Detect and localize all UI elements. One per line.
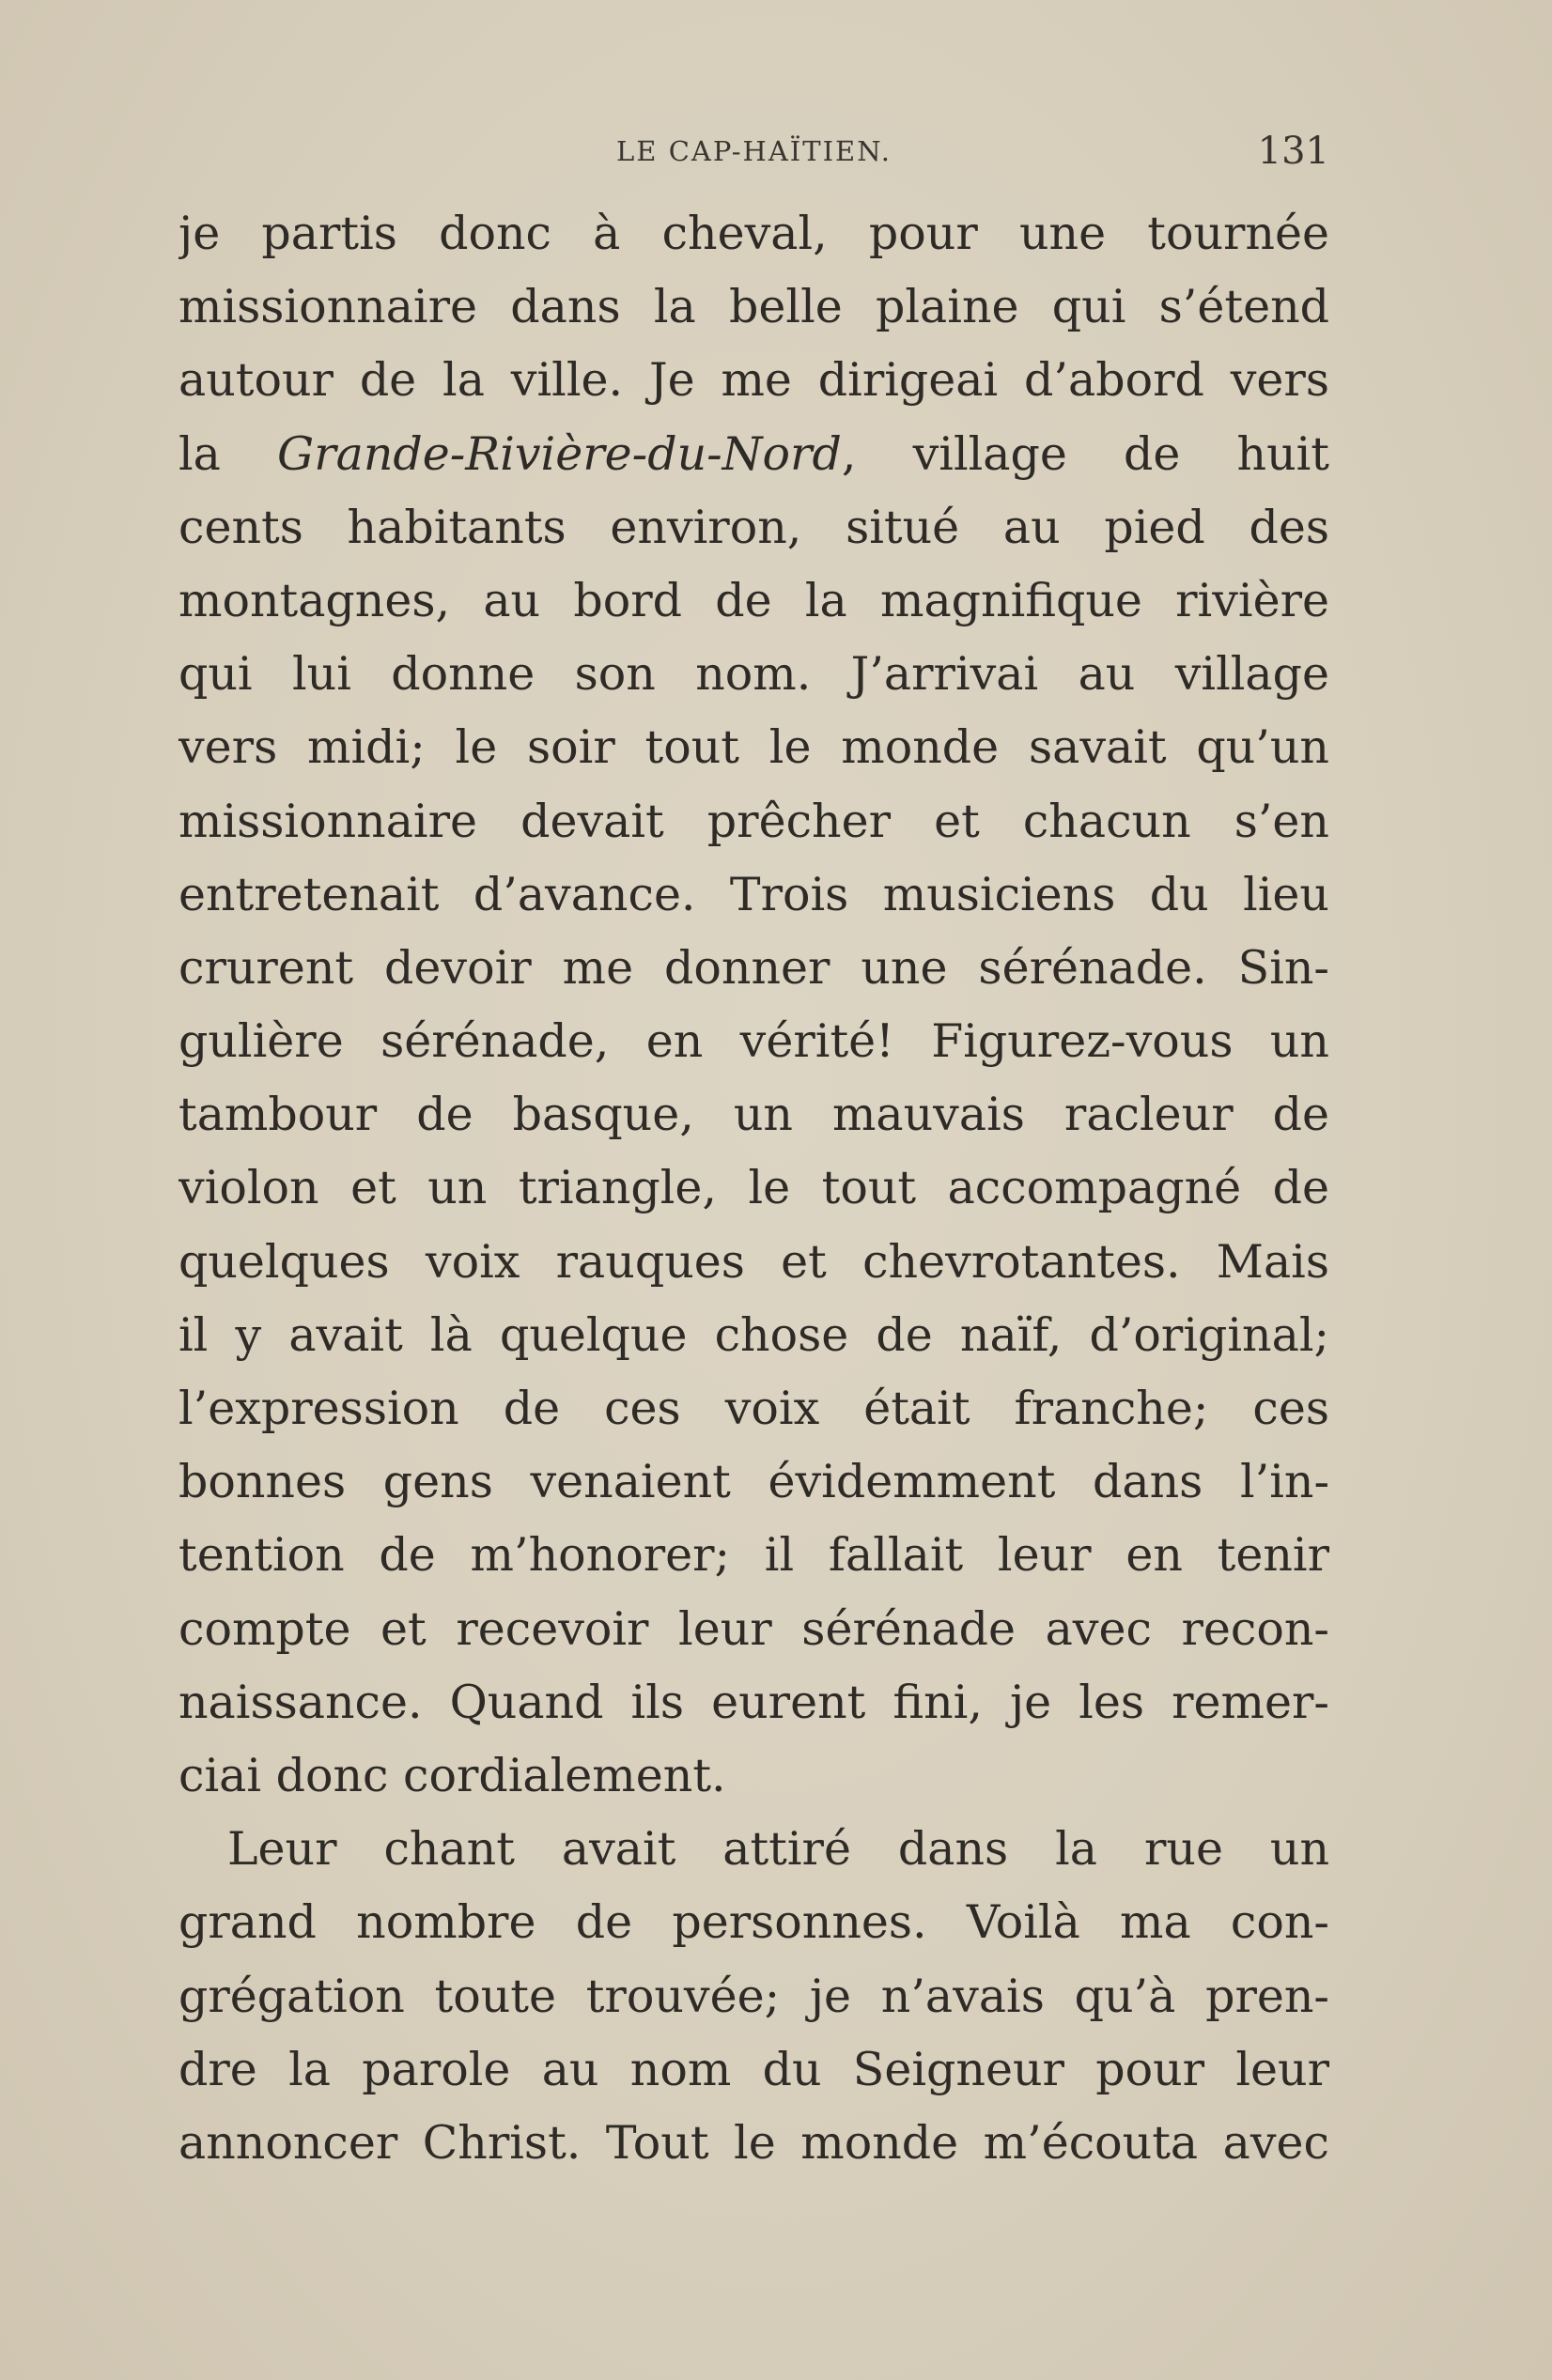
text-line: gulière sérénade, en vérité! Figurez-vous un xyxy=(178,1014,1329,1069)
text-line-paragraph-end: ciai donc cordialement. xyxy=(178,1748,726,1802)
text-line: violon et un triangle, le tout accompagné de xyxy=(178,1161,1329,1215)
text-line: l’expression de ces voix était franche; ces xyxy=(178,1382,1329,1435)
text-line: tention de m’honorer; il fallait leur en tenir xyxy=(178,1528,1329,1583)
text-line: annoncer Christ. Tout le monde m’écouta avec xyxy=(178,2115,1329,2170)
running-head-title: LE CAP-HAÏTIEN. xyxy=(616,135,892,167)
text-line: montagnes, au bord de la magnifique rivière xyxy=(178,573,1329,627)
text-line: qui lui donne son nom. J’arrivai au village xyxy=(178,647,1329,702)
text-line: dre la parole au nom du Seigneur pour leur xyxy=(178,2042,1329,2096)
text-segment: , village de huit xyxy=(841,426,1329,481)
text-line: missionnaire dans la belle plaine qui s’étend xyxy=(178,280,1329,334)
running-head xyxy=(178,130,1329,177)
text-line xyxy=(178,418,1329,491)
text-line: missionnaire devait prêcher et chacun s’en xyxy=(178,794,1329,848)
text-line: crurent devoir me donner une sérénade. Sin- xyxy=(178,940,1329,995)
text-line-paragraph-start: Leur chant avait attiré dans la rue un xyxy=(227,1822,1329,1877)
text-line: vers midi; le soir tout le monde savait qu’un xyxy=(178,720,1329,775)
text-line: entretenait d’avance. Trois musiciens du lieu xyxy=(178,867,1329,921)
text-line: tambour de basque, un mauvais racleur de xyxy=(178,1088,1329,1142)
body-text xyxy=(178,197,1329,2180)
place-name-italic: Grande-Rivière-du-Nord xyxy=(277,426,842,481)
text-line: grégation toute trouvée; je n’avais qu’à pren- xyxy=(178,1969,1329,2023)
text-line: compte et recevoir leur sérénade avec recon- xyxy=(178,1601,1329,1656)
text-line: autour de la ville. Je me dirigeai d’abord vers xyxy=(178,353,1329,408)
text-line: bonnes gens venaient évidemment dans l’in- xyxy=(178,1455,1329,1509)
text-line: il y avait là quelque chose de naïf, d’original; xyxy=(178,1307,1329,1362)
text-segment: la xyxy=(178,426,221,481)
text-line: je partis donc à cheval, pour une tournée xyxy=(178,207,1329,260)
text-line: cents habitants environ, situé au pied des xyxy=(178,500,1329,554)
text-line: grand nombre de personnes. Voilà ma con- xyxy=(178,1895,1329,1950)
text-line: naissance. Quand ils eurent fini, je les remer- xyxy=(178,1675,1329,1729)
page-number: 131 xyxy=(1257,130,1329,173)
text-line: quelques voix rauques et chevrotantes. Mais xyxy=(178,1234,1329,1289)
